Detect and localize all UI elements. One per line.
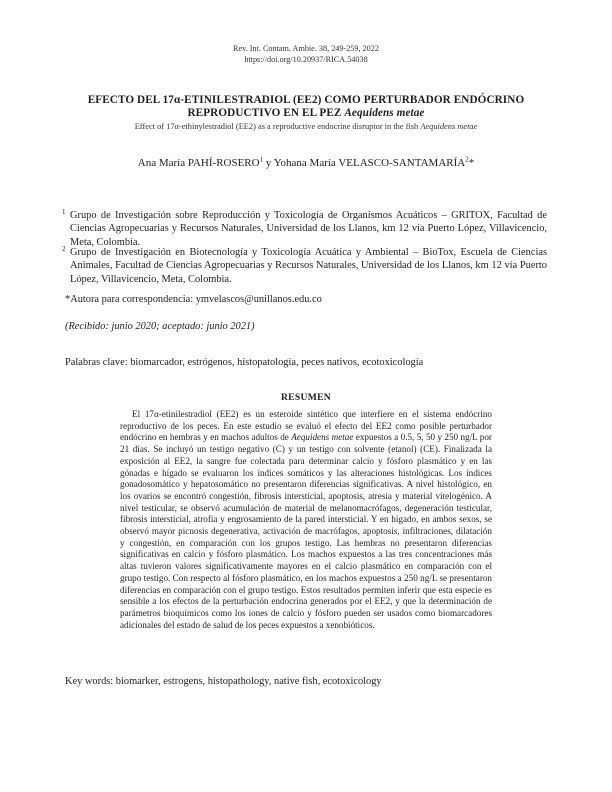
english-title-text: Effect of 17α-ethinylestradiol (EE2) as a reproductive endocrine disruptor in the fish <box>134 122 421 131</box>
title-line-2-text: REPRODUCTIVO EN EL PEZ <box>187 107 345 119</box>
author-1-affiliation-mark: 1 <box>259 155 264 164</box>
author-conjunction: y <box>263 157 274 169</box>
author-list <box>0 156 612 170</box>
affiliation-2-number: 2 <box>62 245 66 253</box>
abstract-text-part-1: El 17α-etinilestradiol (EE2) es un esteroide sintético que interfiere en el sistema endócrino reproductivo de los peces. En este estudio se evaluó el efecto del EE2 como posible perturbador endócrino en hembras y en machos adultos de <box>120 409 492 443</box>
author-2-affiliation-mark: 2 <box>465 155 469 164</box>
abstract-paragraph <box>120 409 492 631</box>
abstract-species: Aequidens metae <box>291 432 354 443</box>
title-line-2 <box>60 107 552 120</box>
affiliation-2-text: Grupo de Investigación en Biotecnología y Toxicología Acuática y Ambiental – BioTox, Escuela de Ciencias Animales, Facultad de Ciencias Agropecuarias y Recursos Naturales, Universidad de los Llanos, km 12 vía Puerto López, Villavicencio, Meta, Colombia. <box>70 247 547 285</box>
abstract-heading: RESUMEN <box>280 392 332 403</box>
affiliation-1-number: 1 <box>62 208 66 216</box>
correspondence: *Autora para correspondencia: ymvelascos@unillanos.edu.co <box>65 294 322 305</box>
author-1: Ana María PAHÍ-ROSERO <box>137 157 260 169</box>
affiliation-1-text: Grupo de Investigación sobre Reproducción y Toxicología de Organismos Acuáticos – GRITOX, Facultad de Ciencias Agropecuarias y Recursos Naturales, Universidad de los Llanos, km 12 vía Puerto López, Villavicencio, Meta, Colombia. <box>70 210 547 248</box>
author-2: Yohana María VELASCO-SANTAMARÍA <box>273 157 466 169</box>
english-title-species: Aequidens metae <box>420 122 478 131</box>
keywords-spanish: Palabras clave: biomarcador, estrógenos, histopatología, peces nativos, ecotoxicología <box>65 357 424 368</box>
abstract-body <box>120 409 492 631</box>
abstract-text-part-2: expuestos a 0.5, 5, 50 y 250 ng/L por 21 días. Se incluyó un testigo negativo (C) y un testigo con solvente (etanol) (CE). Finalizada la exposición al EE2, la sangre fue colectada para determinar calcio y fósforo plasmático y en las gónadas e hígado se evaluaron los índices somáticos y las alteraciones histológicas. Los índices gonadosomático y hepatosomático no presentaron diferencias significativas. A nivel histológico, en los ovarios se encontró congestión, fibrosis intersticial, apoptosis, atresia y material vitelogénico. A nivel testicular, se observó acumulación de material de melanomacrófagos, degeneración testicular, fibrosis intersticial, atrofia y engrosamiento de la pared intersticial. Y en hígado, en ambos sexos, se observó mayor picnosis degenerativa, activación de macrófagos, apoptosis, infiltraciones, dilatación y congestión, en comparación con los grupos testigo. Las hembras no presentaron diferencias significativas en calcio y fósforo plasmático. Los machos expuestos a las tres concentraciones más altas tuvieron valores significativamente mayores en el calcio plasmático en comparación con el grupo testigo. Con respecto al fósforo plasmático, en los machos expuestos a 250 ng/L se presentaron diferencias en comparación con el grupo testigo. Estos resultados permiten inferir que esta especie es sensible a los efectos de la perturbación endocrina generados por el EE2, y que la determinación de parámetros bioquímicos como los iones de calcio y fósforo pueden ser usados como biomarcadores adicionales del estado de salud de los peces expuestos a xenobióticos. <box>120 432 492 630</box>
received-dates: (Recibido: junio 2020; aceptado: junio 2021) <box>65 321 255 332</box>
corresponding-author-mark: * <box>468 157 475 169</box>
affiliation-1 <box>62 208 547 249</box>
keywords-english: Key words: biomarker, estrogens, histopathology, native fish, ecotoxicology <box>65 676 382 687</box>
title-line-1: EFECTO DEL 17α-ETINILESTRADIOL (EE2) COMO PERTURBADOR ENDÓCRINO <box>87 94 525 106</box>
title-species: Aequidens metae <box>344 107 425 119</box>
journal-doi[interactable]: https://doi.org/10.20937/RICA.54038 <box>244 55 368 64</box>
journal-citation: Rev. Int. Contam. Ambie. 38, 249-259, 2022 <box>233 44 379 53</box>
article-title <box>60 94 552 120</box>
english-title <box>40 121 572 132</box>
affiliation-2 <box>62 245 547 286</box>
